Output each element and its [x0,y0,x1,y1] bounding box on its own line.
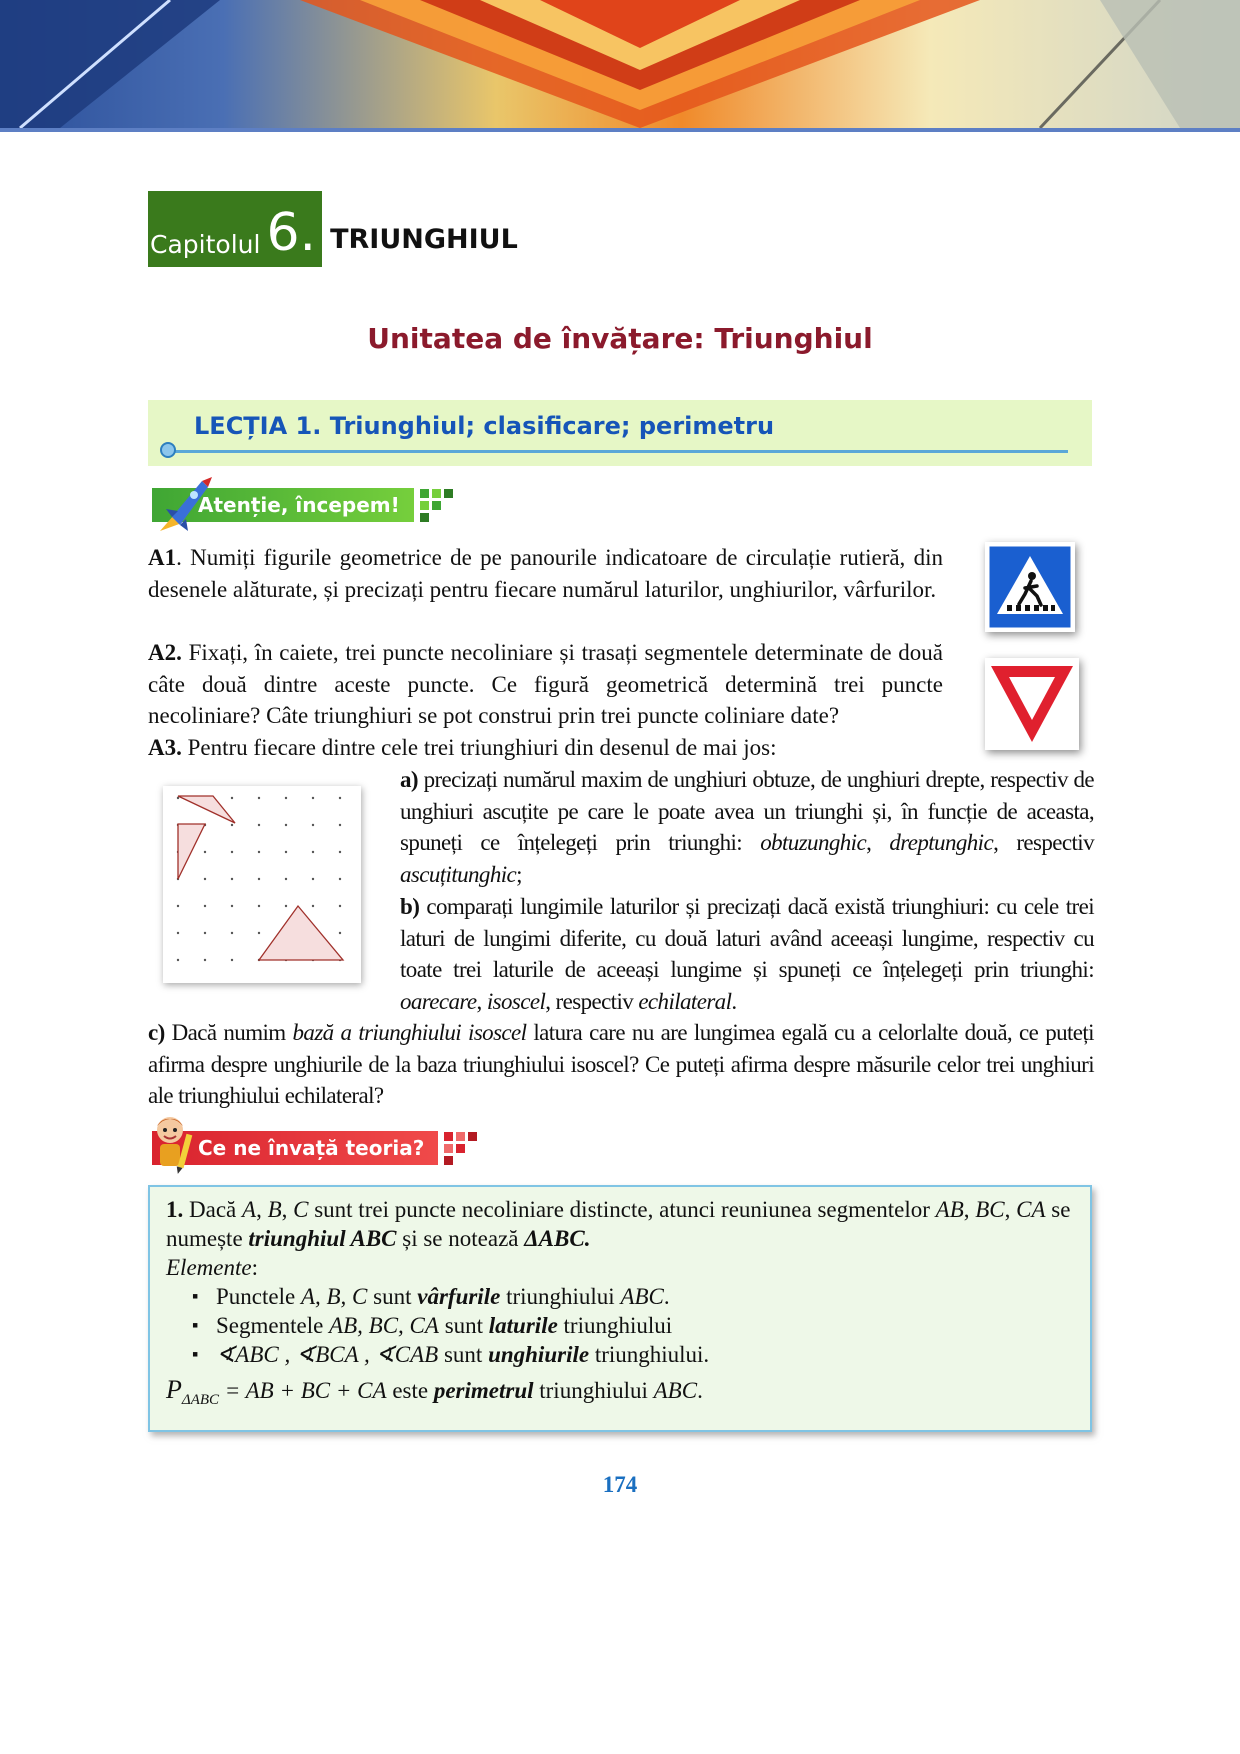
segment-ca: CA [1016,1197,1046,1222]
lesson-underline [168,450,1068,453]
term-unghiurile: unghiurile [488,1342,590,1367]
item-b-label: b) [400,894,420,919]
elements-label: Elemente [166,1255,252,1280]
item-a-label: a) [400,767,418,792]
li-text: triunghiului [500,1284,621,1309]
term-varfurile: vârfurile [417,1284,501,1309]
colon: : [251,1255,258,1280]
term-dreptunghic: dreptunghic [889,830,994,855]
li-text: triunghiului. [589,1342,710,1367]
segment-bc: BC [975,1197,1005,1222]
theory-badge-label: Ce ne învață teoria? [152,1131,438,1165]
list-item [216,1340,1074,1369]
item-a-text: precizați numărul maxim de unghiuri obtuze, de unghiuri drepte, respectiv de unghiuri ascuțite pe care le poate avea un triunghi și, în funcție de aceasta, spuneți ce înțelegeți prin triunghi: [400,767,1094,855]
theory-definition [166,1195,1074,1253]
start-badge-label: Atenție, începem! [152,488,414,522]
rocket-icon [152,475,214,537]
list-item [216,1282,1074,1311]
theory-content [166,1195,1074,1415]
elements-list [166,1282,1074,1369]
li-text: sunt [438,1342,489,1367]
perimeter-subscript: ΔABC [181,1391,220,1408]
li-end: . [663,1284,670,1309]
pedestrian-crossing-sign [985,542,1075,632]
triangles-drawing [163,786,361,983]
li-text: sunt [438,1313,489,1338]
start-badge [152,485,453,525]
chapter-number: 6. [266,203,317,264]
exercise-a3 [148,732,948,764]
exercise-a3-c [148,1017,1094,1112]
theory-text: se numește [166,1197,1071,1251]
item-b-text: comparați lungimile laturilor și precizați dacă există triunghiuri: cu cele trei laturi de lungimi diferite, cu două laturi având aceeași lungime, respectiv cu toate trei laturile de aceeași lungime și spuneți ce înțelegeți prin triunghi: [400,894,1094,982]
theory-number: 1. [166,1197,184,1222]
exercise-a3-label: A3. [148,735,182,760]
item-a-sep2: , respectiv [993,830,1094,855]
li-text: este [386,1378,434,1403]
item-a-sep1: , [866,830,890,855]
term-laturile: laturile [488,1313,558,1338]
perimeter-equation: = AB + BC + CA [219,1378,387,1403]
lesson-title: LECȚIA 1. Triunghiul; clasificare; perimetru [194,412,775,440]
item-b-sep2: , respectiv [545,988,639,1014]
exercise-a3-b [400,891,1094,1017]
comma: , [281,1197,294,1222]
comma: , [1004,1197,1017,1222]
term-baza: bază a triunghiului isoscel [292,1020,527,1045]
exercise-a1-text: . Numiți figurile geometrice de pe panourile indicatoare de circulație rutieră, din desenele alăturate, și precizați pentru fiecare numărul laturilor, unghiurilor, vârfurilor. [148,545,943,602]
li-points: A, B, C [300,1284,368,1309]
exercise-a1-label: A1 [148,545,177,570]
point-b: B [267,1197,282,1222]
decor-squares-green [420,489,453,522]
comma: , [256,1197,268,1222]
theory-text: Dacă [183,1197,242,1222]
point-a: A [242,1197,257,1222]
page-number: 174 [602,1472,638,1497]
perimeter-triangle: ABC [653,1378,698,1403]
exercise-a2-text: Fixați, în caiete, trei puncte necoliniare și trasați segmentele determinate de două câte două dintre aceste puncte. Ce figură geometrică determină trei puncte necoliniare? Câte triunghiuri se pot construi prin trei puncte coliniare date? [148,640,943,728]
item-c-label: c) [148,1020,165,1045]
point-c: C [293,1197,309,1222]
chapter-title: TRIUNGHIUL [330,224,518,255]
banner-image [0,0,1240,132]
lesson-banner [148,400,1092,466]
list-item [216,1311,1074,1340]
li-triangle: ABC [620,1284,664,1309]
li-text: triunghiului [533,1378,654,1403]
li-text: triunghiului [557,1313,673,1338]
term-ascutitunghic: ascuțitunghic [400,861,517,887]
li-angles: ∢ABC , ∢BCA , ∢CAB [216,1342,439,1367]
item-a-end: ; [516,861,522,887]
item-b-sep1: , [476,988,487,1014]
exercise-a3-text: Pentru fiecare dintre cele trei triunghiuri din desenul de mai jos: [181,735,777,760]
item-c-text2: latura care nu are lungimea egală cu a celorlalte două, ce puteți afirma despre unghiurile de la baza triunghiului isoscel? Ce puteți afirma despre măsurile celor trei unghiuri ale triunghiului echilateral? [148,1020,1094,1108]
yield-icon [985,658,1079,750]
header-banner [0,0,1240,132]
term-echilateral: echilateral [638,988,732,1014]
chapter-label: Capitolul [150,230,261,259]
perimeter-formula [166,1375,1074,1415]
comma: , [963,1197,976,1222]
term-obtuzunghic: obtuzunghic [760,830,867,855]
kid-pencil-icon [148,1112,198,1176]
term-perimetrul: perimetrul [433,1378,534,1403]
perimeter-symbol: P [166,1375,182,1404]
decor-squares-red [444,1132,477,1165]
obtuse-triangle [178,796,235,823]
yield-sign [985,658,1079,750]
term-isoscel: isoscel [486,988,546,1014]
exercise-a2-label: A2. [148,640,182,665]
pedestrian-crossing-icon [985,542,1075,632]
theory-badge [152,1128,477,1168]
notation-triangle: ΔABC. [524,1226,591,1251]
triangles-figure [163,786,361,983]
exercise-a2 [148,637,943,732]
lesson-dot-icon [160,442,176,458]
li-text: sunt [367,1284,418,1309]
item-b-end: . [731,988,737,1014]
term-oarecare: oarecare [400,988,477,1014]
item-c-text1: Dacă numim [164,1020,293,1045]
acute-triangle [259,906,343,960]
li-text: Punctele [216,1284,301,1309]
li-end: . [697,1378,703,1403]
elements-heading [166,1253,1074,1282]
theory-text: și se notează [396,1226,525,1251]
theory-box [148,1185,1092,1432]
chapter-badge [148,191,322,267]
li-text: Segmentele [216,1313,330,1338]
right-triangle [178,824,205,879]
unit-title: Unitatea de învățare: Triunghiul [367,322,873,355]
segment-ab: AB [935,1197,964,1222]
chapter-heading [148,191,518,267]
li-segments: AB, BC, CA [329,1313,439,1338]
theory-text: sunt trei puncte necoliniare distincte, atunci reuniunea segmentelor [308,1197,936,1222]
exercise-a1 [148,542,943,605]
term-triunghiul-abc: triunghiul ABC [248,1226,397,1251]
exercise-a3-a [400,764,1094,890]
